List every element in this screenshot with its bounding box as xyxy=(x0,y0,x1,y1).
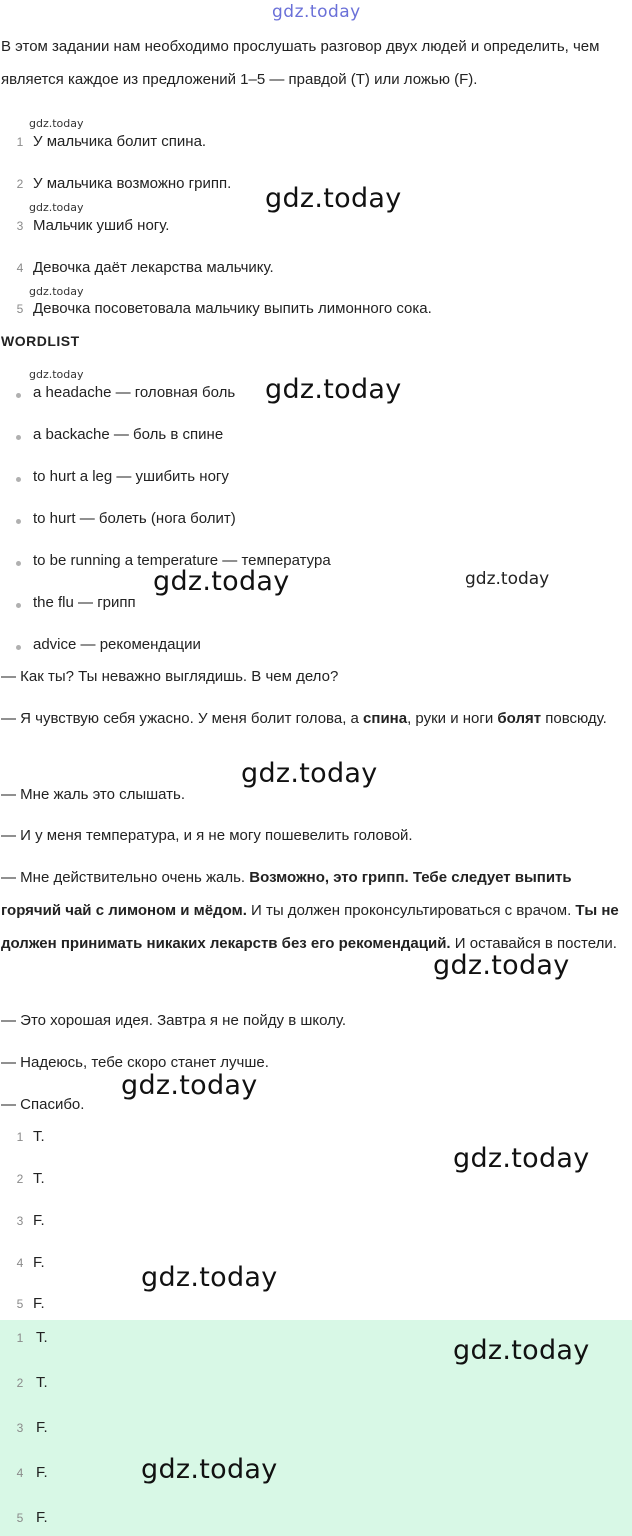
answer-value: T. xyxy=(33,1128,45,1145)
bullet-icon xyxy=(16,561,21,566)
line-part: , руки и ноги xyxy=(407,710,498,727)
watermark-large: gdz.today xyxy=(453,1143,590,1174)
watermark-large: gdz.today xyxy=(141,1262,278,1293)
bullet-icon xyxy=(16,477,21,482)
item-text: У мальчика болит спина. xyxy=(33,133,207,150)
item-text: to hurt a leg — ушибить ногу xyxy=(33,468,229,485)
item-text: a backache — боль в спине xyxy=(33,426,224,443)
watermark-large: gdz.today xyxy=(153,566,290,597)
bullet-icon xyxy=(16,519,21,524)
item-number: 4 xyxy=(16,261,24,275)
dialogue-line: — Как ты? Ты неважно выглядишь. В чем дело? xyxy=(1,668,339,685)
item-number: 2 xyxy=(16,177,24,191)
wordlist-heading: WORDLIST xyxy=(1,333,80,349)
watermark-large: gdz.today xyxy=(453,1335,590,1366)
item-text: to be running a temperature — температура xyxy=(33,552,331,569)
item-number: 3 xyxy=(16,219,24,233)
line-part: повсюду. xyxy=(541,710,607,727)
answer-value: T. xyxy=(36,1329,48,1346)
answer-value: T. xyxy=(33,1170,45,1187)
line-bold: болят xyxy=(497,710,542,727)
item-number: 5 xyxy=(16,1511,24,1525)
dialogue-line: — Спасибо. xyxy=(1,1096,85,1113)
watermark-medium: gdz.today xyxy=(465,569,550,589)
bullet-icon xyxy=(16,393,21,398)
answer-value: F. xyxy=(33,1295,45,1312)
watermark-small: gdz.today xyxy=(29,117,84,130)
item-number: 5 xyxy=(16,302,24,316)
site-logo: gdz.today xyxy=(272,2,361,22)
dialogue-line: — И у меня температура, и я не могу пошевелить головой. xyxy=(1,827,413,844)
watermark-large: gdz.today xyxy=(141,1454,278,1485)
watermark-small: gdz.today xyxy=(29,285,84,298)
item-text: a headache — головная боль xyxy=(33,384,236,401)
item-number: 1 xyxy=(16,135,24,149)
watermark-small: gdz.today xyxy=(29,201,84,214)
watermark-large: gdz.today xyxy=(265,183,402,214)
dialogue-line: — Мне жаль это слышать. xyxy=(1,786,186,803)
dialogue-line: — Это хорошая идея. Завтра я не пойду в школу. xyxy=(1,1012,347,1029)
watermark-large: gdz.today xyxy=(241,758,378,789)
dialogue-line: — Надеюсь, тебе скоро станет лучше. xyxy=(1,1054,269,1071)
watermark-large: gdz.today xyxy=(265,374,402,405)
answer-value: F. xyxy=(36,1464,48,1481)
item-text: Мальчик ушиб ногу. xyxy=(33,217,170,234)
item-text: advice — рекомендации xyxy=(33,636,201,653)
item-text: У мальчика возможно грипп. xyxy=(33,175,232,192)
line-part: И ты должен проконсультироваться с врачом. xyxy=(246,902,576,919)
watermark-large: gdz.today xyxy=(121,1070,258,1101)
bullet-icon xyxy=(16,603,21,608)
item-number: 4 xyxy=(16,1256,24,1270)
item-number: 1 xyxy=(16,1331,24,1345)
item-number: 1 xyxy=(16,1130,24,1144)
item-text: Девочка даёт лекарства мальчику. xyxy=(33,259,274,276)
watermark-small: gdz.today xyxy=(29,368,84,381)
line-bold: спина xyxy=(363,710,408,727)
answer-value: F. xyxy=(36,1419,48,1436)
line-part: — Мне действительно очень жаль. xyxy=(1,869,250,886)
item-number: 2 xyxy=(16,1376,24,1390)
dialogue-line xyxy=(1,702,627,735)
bullet-icon xyxy=(16,645,21,650)
item-number: 3 xyxy=(16,1421,24,1435)
item-text: the flu — грипп xyxy=(33,594,136,611)
item-text: to hurt — болеть (нога болит) xyxy=(33,510,236,527)
line-bold: Возможно, это грипп. Тебе следует выпить горячий чай с лимоном и мёдом. xyxy=(1,869,572,919)
item-number: 3 xyxy=(16,1214,24,1228)
watermark-large: gdz.today xyxy=(433,950,570,981)
item-number: 2 xyxy=(16,1172,24,1186)
item-text: Девочка посоветовала мальчику выпить лимонного сока. xyxy=(33,300,432,317)
answer-value: F. xyxy=(36,1509,48,1526)
answer-value: T. xyxy=(36,1374,48,1391)
item-number: 5 xyxy=(16,1297,24,1311)
dialogue-line xyxy=(1,861,627,960)
item-number: 4 xyxy=(16,1466,24,1480)
line-part: — Я чувствую себя ужасно. У меня болит голова, а xyxy=(1,710,364,727)
task-intro: В этом задании нам необходимо прослушать разговор двух людей и определить, чем является каждое из предложений 1–5 — правдой (T) или ложью (F). xyxy=(1,38,600,88)
answer-value: F. xyxy=(33,1212,45,1229)
line-bold: Ты не должен принимать никаких лекарств без его рекомендаций. xyxy=(1,902,619,952)
answer-value: F. xyxy=(33,1254,45,1271)
line-part: И оставайся в постели. xyxy=(450,935,617,952)
bullet-icon xyxy=(16,435,21,440)
